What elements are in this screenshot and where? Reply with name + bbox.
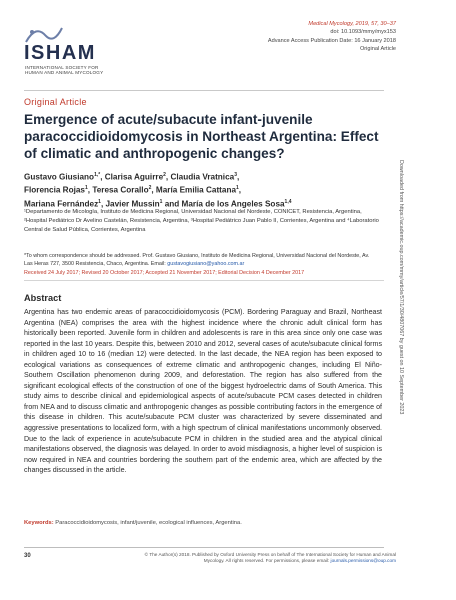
abstract-heading: Abstract (24, 293, 62, 303)
mid-divider (24, 280, 384, 281)
author-list (24, 170, 379, 210)
keywords-text: Paracoccidioidomycosis, infant/juvenile, ecological influences, Argentina. (55, 520, 242, 526)
affiliations: ¹Departamento de Micología, Instituto de Medicina Regional, Universidad Nacional del Nordeste, CONICET, Resistencia, Argentina, ²Hospital Pediátrico Dr Avelino Castelán, Resistencia, Argentina, ³Hospital Pediátrico Juan Pablo II, Corrientes, Argentina and ⁴Laboratorio Central de Salud Pública, Corrientes, Argentina (24, 209, 379, 233)
logo-subtitle-line1: INTERNATIONAL SOCIETY FOR (25, 65, 99, 70)
footer-line-2-text: Mycology. All rights reserved. For permissions, please email: (203, 558, 330, 564)
logo-wordmark: ISHAM (24, 42, 96, 64)
author-line-1[interactable]: Gustavo Giusiano$^{1,*}$, Clarisa Aguirre$^2$, Claudia Vratnica$^3$, (24, 172, 240, 182)
correspondence-email[interactable]: gustavogiusiano@yahoo.com.ar (167, 260, 245, 267)
article-type-right: Original Article (359, 46, 396, 53)
keywords (24, 519, 382, 527)
logo-subtitle-line2: HUMAN AND ANIMAL MYCOLOGY (25, 70, 104, 76)
doi[interactable]: doi: 10.1093/mmy/myx153 (330, 29, 396, 36)
top-divider (24, 90, 384, 91)
journal-info (196, 20, 396, 54)
advance-access-date: Advance Access Publication Date: 16 January 2018 (267, 37, 396, 44)
abstract-body: Argentina has two endemic areas of paracoccidioidomycosis (PCM). Bordering Paraguay and Brazil, Northeast Argentina (NEA) comprises the area with the highest incidence where the chronic adult clinical form has historically been reported. Juvenile form in children and adolescents is rare in this area since only one case was reported in the last 10 years. Despite this, between 2010 and 2012, several cases of acute/subacute clinical forms in children aged 10 to 16 (median 12) were detected. In the last decade, the NEA region has been exposed to ecological variations as consequences of extreme climatic and anthropogenic changes, including El Niño-Southern Oscillation phenomenon during 2009, and deforestation. The region has also suffered from the significant ecological effects of the construction of one of the biggest hydroelectric dams of South America. This study aims to describe clinical and epidemiological aspects of acute/subacute PCM cases detected in children from NEA and to discuss climatic and anthropogenic changes as possible contributing factors in the emergence of this disease in children. This acute/subacute PCM cluster was characterized by severe disseminated and aggressive presentations to localized form, with a high spectrum of clinical manifestations uncommonly observed. Due to the lack of experience in acute/subacute PCM in children in the studied area and the atypical clinical manifestations observed, the diagnosis was delayed. In order to avoid misdiagnosis, a higher level of suspicion is now required in NEA and countries bordering the southern part of the endemic area, which are affected by the changes discussed in the article. (24, 308, 382, 475)
keywords-label: Keywords: (24, 520, 54, 526)
footer-permissions-email[interactable]: journals.permissions@oup.com (330, 558, 396, 564)
isham-logo-mark-icon (24, 24, 64, 44)
received-dates: Received 24 July 2017; Revised 20 October 2017; Accepted 21 November 2017; Editorial Decision 4 December 2017 (24, 270, 305, 276)
copyright-footer (116, 552, 396, 565)
correspondence (24, 253, 379, 268)
bottom-divider (24, 547, 384, 548)
footer-line-1: © The Author(s) 2018. Published by Oxford University Press on behalf of The International Society for Human and Animal (144, 552, 396, 557)
correspondence-text: *To whom correspondence should be addressed. Prof. Gustavo Giusiano, Instituto de Medicina Regional, Universidad Nacional del Nordeste, Av. Las Heras 727, 3500 Resistencia, Chaco, Argentina. Email: (24, 253, 370, 267)
article-title: Emergence of acute/subacute infant-juvenile paracoccidioidomycosis in Northeast Argentina: Effect of climatic and anthropogenic changes? (24, 112, 379, 162)
download-side-note: Downloaded from https://academic.oup.com/mmy/article/57/1/30/4807067 by guest on 10 September 2023 (398, 160, 404, 415)
journal-name: Medical Mycology, 2019, 57, 30–37 (308, 21, 396, 27)
logo-subtitle (25, 65, 145, 75)
author-line-3[interactable]: Mariana Fernández$^1$, Javier Mussin$^1$ and María de los Angeles Sosa$^{1,4}$ (24, 198, 292, 209)
author-line-2[interactable]: Florencia Rojas$^1$, Teresa Corallo$^2$, María Emilia Cattana$^1$, (24, 185, 242, 196)
section-label: Original Article (24, 97, 87, 107)
isham-logo (24, 22, 134, 78)
page-number: 30 (24, 553, 31, 559)
footer-line-2 (116, 558, 396, 564)
